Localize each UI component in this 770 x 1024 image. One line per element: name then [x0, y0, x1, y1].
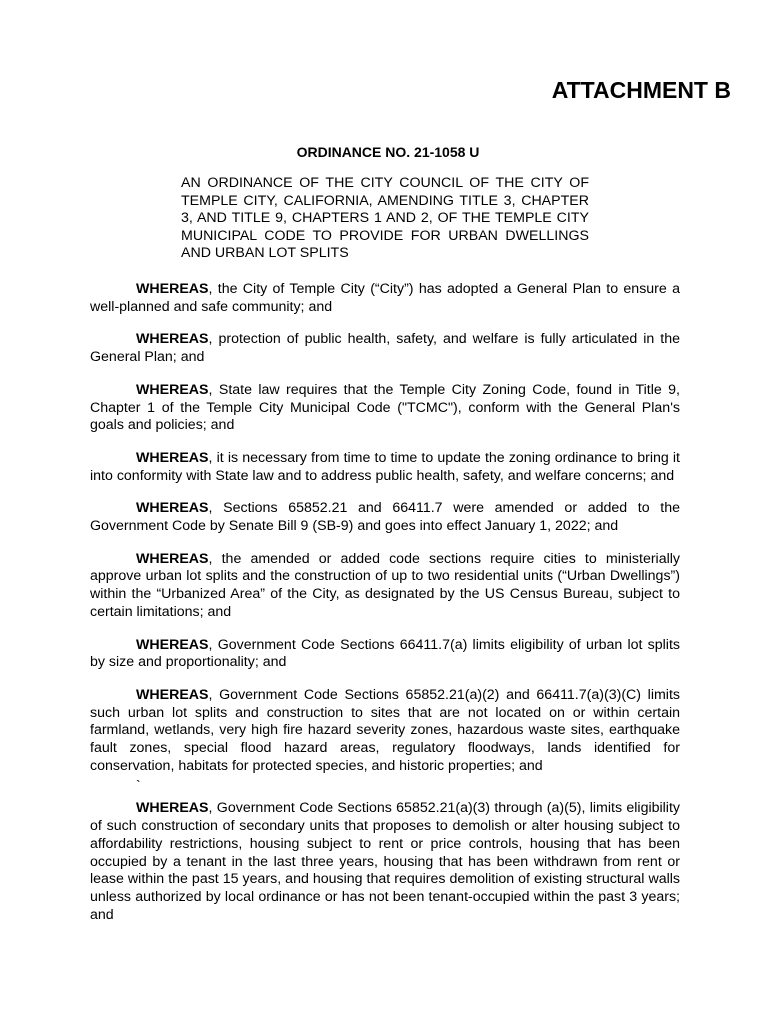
paragraph-text: , Government Code Sections 65852.21(a)(3) through (a)(5), limits eligibility of such construction of secondary units that proposes to demolish or alter housing subject to affordability restrictions, housing subject to rent or price controls, housing that has been occupied by a tenant in the last three years, housing that has been withdrawn from rent or lease within the past 15 years, and housing that requires demolition of existing structural walls unless authorized by local ordinance or has not been tenant-occupied within the past 3 years; and	[90, 800, 680, 923]
paragraph-text: , the City of Temple City (“City”) has adopted a General Plan to ensure a well-planned and safe community; and	[90, 281, 680, 315]
whereas-lead: WHEREAS	[136, 636, 209, 653]
paragraph-text: , Government Code Sections 65852.21(a)(2) and 66411.7(a)(3)(C) limits such urban lot splits and construction to sites that are not located on or within certain farmland, wetlands, very high fire hazard severity zones, hazardous waste sites, earthquake fault zones, special flood hazard areas, regulatory floodways, lands identified for conservation, habitats for protected species, and historic properties; and	[90, 686, 680, 774]
whereas-lead: WHEREAS	[136, 381, 209, 398]
whereas-lead: WHEREAS	[136, 500, 209, 517]
whereas-paragraph-5	[90, 500, 680, 535]
whereas-paragraph-1	[90, 281, 680, 316]
whereas-lead: WHEREAS	[136, 800, 209, 817]
whereas-lead: WHEREAS	[136, 550, 209, 567]
whereas-paragraph-7	[90, 637, 680, 672]
whereas-paragraph-2	[90, 331, 680, 366]
whereas-paragraph-4	[90, 450, 680, 485]
ordinance-number: ORDINANCE NO. 21-1058 U	[296, 144, 480, 160]
whereas-lead: WHEREAS	[136, 281, 209, 297]
whereas-lead: WHEREAS	[136, 686, 209, 703]
whereas-lead: WHEREAS	[136, 331, 209, 348]
whereas-paragraph-8	[90, 687, 680, 776]
whereas-paragraph-6	[90, 551, 680, 622]
ordinance-title: AN ORDINANCE OF THE CITY COUNCIL OF THE CITY OF TEMPLE CITY, CALIFORNIA, AMENDING TITLE 3, CHAPTER 3, AND TITLE 9, CHAPTERS 1 AND 2, OF THE TEMPLE CITY MUNICIPAL CODE TO PROVIDE FOR URBAN DWELLINGS AND URBAN LOT SPLITS	[181, 175, 589, 262]
stray-mark: `	[136, 777, 141, 794]
paragraph-text: , the amended or added code sections require cities to ministerially approve urban lot splits and the construction of up to two residential units (“Urban Dwellings”) within the “Urbanized Area” of the City, as designated by the US Census Bureau, subject to certain limitations; and	[90, 550, 680, 620]
paragraph-text: , Government Code Sections 66411.7(a) limits eligibility of urban lot splits by size and proportionality; and	[90, 636, 680, 671]
whereas-paragraph-3	[90, 382, 680, 435]
whereas-paragraph-9	[90, 800, 680, 924]
paragraph-text: , Sections 65852.21 and 66411.7 were amended or added to the Government Code by Senate Bill 9 (SB-9) and goes into effect January 1, 2022; and	[90, 500, 680, 535]
paragraph-text: , State law requires that the Temple City Zoning Code, found in Title 9, Chapter 1 of the Temple City Municipal Code ("TCMC"), conform with the General Plan's goals and policies; and	[90, 381, 680, 434]
paragraph-text: , protection of public health, safety, and welfare is fully articulated in the General Plan; and	[90, 331, 680, 366]
attachment-heading: ATTACHMENT B	[551, 77, 731, 103]
whereas-lead: WHEREAS	[136, 449, 209, 466]
paragraph-text: , it is necessary from time to time to update the zoning ordinance to bring it into conformity with State law and to address public health, safety, and welfare concerns; and	[90, 449, 680, 484]
body-text	[90, 281, 680, 939]
